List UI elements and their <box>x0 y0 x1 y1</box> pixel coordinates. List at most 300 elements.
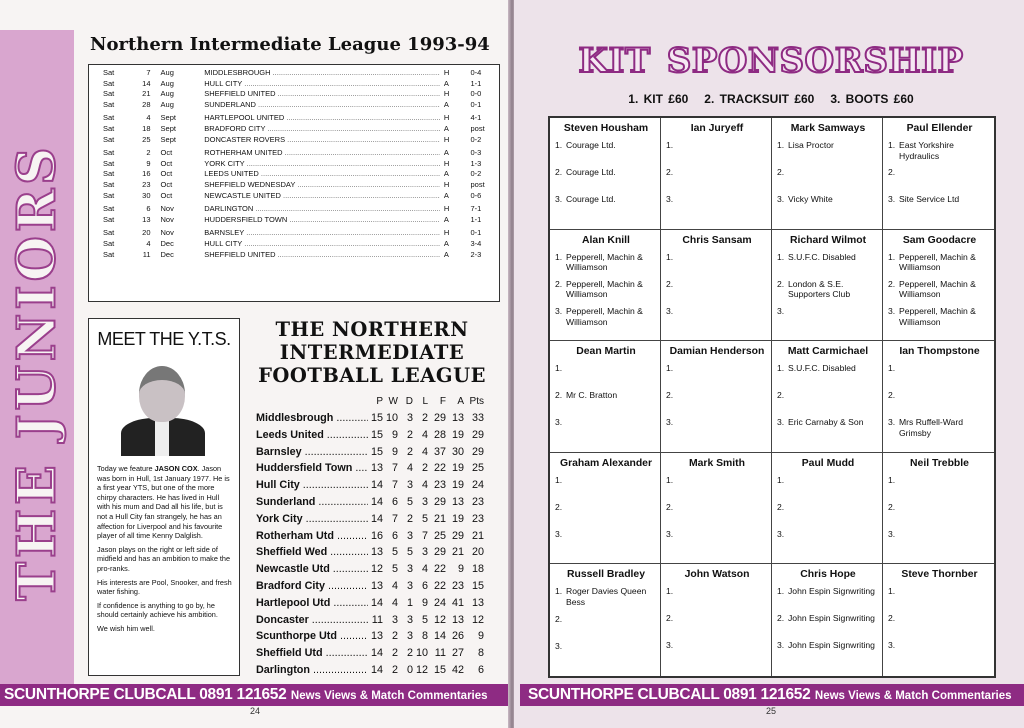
fixture-row <box>89 148 499 159</box>
stat-l: 5 <box>421 613 428 626</box>
player-cell <box>772 118 883 230</box>
fixture-day: Sat <box>103 113 115 123</box>
stat-p: 14 <box>370 495 383 508</box>
yts-paragraph: Jason plays on the right or left side of midfield and has an ambition to make the pro-ranks. <box>97 544 231 573</box>
stat-w: 6 <box>391 529 398 542</box>
sponsor-line <box>666 586 768 607</box>
table-row <box>256 410 496 427</box>
sponsor-name <box>677 194 768 215</box>
sponsor-line <box>777 306 879 327</box>
sponsor-name <box>677 475 768 496</box>
fixture-date: 16 <box>142 169 151 179</box>
sponsor-name: Site Service Ltd <box>899 194 960 205</box>
stat-w: 10 <box>385 412 398 424</box>
table-row <box>256 595 496 612</box>
stat-l: 9 <box>421 596 428 609</box>
player-cell <box>661 230 772 342</box>
sponsor-number: 1. <box>777 140 785 150</box>
stat-a: 42 <box>451 663 464 676</box>
stat-p: 13 <box>370 462 383 475</box>
sponsor-name <box>566 417 657 438</box>
stat-d: 0 <box>406 663 413 676</box>
sponsor-name: John Espin Signwriting <box>788 586 875 597</box>
column-header: P <box>376 396 383 407</box>
sponsor-line <box>888 279 991 300</box>
sponsor-name <box>899 586 991 607</box>
team-name: Scunthorpe Utd ..... <box>256 628 368 645</box>
stat-l: 7 <box>421 529 428 542</box>
sponsor-line <box>555 306 657 327</box>
fixture-venue: H <box>443 68 450 77</box>
stat-d: 3 <box>406 630 413 643</box>
stat-d: 4 <box>406 462 413 475</box>
sponsor-line <box>888 475 991 496</box>
column-header: A <box>457 396 464 407</box>
sponsor-name: London & S.E. Supporters Club <box>788 278 851 300</box>
sponsor-line <box>888 306 991 327</box>
table-row <box>256 494 496 511</box>
stat-p: 15 <box>370 412 383 424</box>
fixture-venue: A <box>443 99 449 109</box>
fixture-day: Sat <box>103 78 115 88</box>
fixture-month: Oct <box>160 190 173 200</box>
player-cell <box>661 564 772 676</box>
stat-l: 4 <box>421 563 428 576</box>
clubcall-banner: SCUNTHORPE CLUBCALL 0891 121652 News Views & Match Commentaries <box>0 684 508 706</box>
yts-title: MEET THE Y.T.S. <box>97 329 231 349</box>
stat-l: 4 <box>421 479 428 492</box>
sponsor-number: 1. <box>777 474 785 485</box>
team-name: Leeds United ..... <box>256 427 368 444</box>
fixture-day: Sat <box>103 238 115 248</box>
sponsor-name <box>899 167 991 188</box>
stat-p: 13 <box>370 630 383 643</box>
sponsor-line <box>888 613 991 634</box>
fixture-opponent: HULL CITY ..... <box>204 239 440 250</box>
fixture-day: Sat <box>103 169 115 179</box>
juniors-side-title: THE JUNIORS <box>6 143 68 601</box>
fixture-month: Nov <box>160 204 174 214</box>
sponsor-name: Eric Carnaby & Son <box>788 417 864 428</box>
stat-a: 29 <box>451 529 464 542</box>
sponsor-number: 1. <box>777 363 785 374</box>
sponsor-line <box>888 194 991 215</box>
fixture-opponent: HUDDERSFIELD TOWN ..... <box>204 215 440 226</box>
sponsor-number: 3. <box>888 194 896 205</box>
fixture-date: 20 <box>142 228 151 238</box>
sponsor-name <box>677 167 768 188</box>
stat-a: 9 <box>457 563 464 576</box>
player-name: Dean Martin <box>576 346 636 358</box>
team-name: Middlesbrough ..... <box>256 410 368 427</box>
sponsor-name <box>677 363 768 384</box>
sponsor-name <box>788 475 879 496</box>
fixture-result: 1-3 <box>470 158 482 168</box>
player-name: Ian Thompstone <box>899 346 980 358</box>
fixture-month: Oct <box>160 148 173 158</box>
stat-l: 4 <box>421 428 428 441</box>
sponsor-number: 3. <box>888 417 896 428</box>
stat-a: 19 <box>451 428 464 441</box>
sponsor-number: 1. <box>555 586 563 597</box>
sponsor-line <box>888 390 991 411</box>
fixture-month: Dec <box>160 249 174 259</box>
fixture-month: Oct <box>160 179 173 189</box>
sponsor-number: 2. <box>555 501 563 512</box>
sponsor-number: 1. <box>555 251 563 262</box>
sponsor-number: 1. <box>777 586 785 597</box>
sponsor-name: Lisa Proctor <box>788 140 834 150</box>
fixture-date: 25 <box>142 134 151 144</box>
sponsor-line <box>555 390 657 411</box>
sponsor-line <box>777 363 879 384</box>
clubcall-banner: SCUNTHORPE CLUBCALL 0891 121652 News Views & Match Commentaries <box>520 684 1024 706</box>
sponsor-number: 3. <box>777 528 785 539</box>
sponsor-line <box>555 614 657 635</box>
sponsor-line <box>666 475 768 496</box>
fixture-venue: H <box>443 134 450 144</box>
stat-p: 14 <box>370 663 383 676</box>
sponsor-line <box>777 586 879 607</box>
fixture-date: 2 <box>146 148 151 158</box>
sponsor-line <box>555 279 657 300</box>
fixture-row <box>89 250 499 261</box>
fixture-venue: H <box>443 158 450 168</box>
sponsor-line <box>777 252 879 273</box>
sponsor-number: 2. <box>555 167 563 177</box>
fixture-row <box>89 68 499 79</box>
stat-pts: 29 <box>471 428 484 441</box>
stat-d: 2 <box>406 445 413 458</box>
stat-w: 5 <box>391 546 398 559</box>
fixture-result: post <box>470 123 485 133</box>
sponsor-name <box>677 502 768 523</box>
sponsor-name: John Espin Signwriting <box>788 613 875 624</box>
stat-d: 3 <box>406 563 413 576</box>
stat-l: 8 <box>421 630 428 643</box>
stat-w: 2 <box>391 630 398 643</box>
sponsor-number: 1. <box>666 251 674 262</box>
player-cell <box>883 230 994 342</box>
column-header: W <box>388 396 398 407</box>
fixture-date: 30 <box>142 190 151 200</box>
sponsor-number: 2. <box>777 613 785 624</box>
stat-p: 15 <box>370 445 383 458</box>
sponsor-line <box>888 502 991 523</box>
player-name: Graham Alexander <box>559 457 652 469</box>
fixture-venue: A <box>443 190 449 200</box>
fixture-result: 0-0 <box>470 89 482 99</box>
fixture-venue: H <box>443 89 450 99</box>
sponsor-name: John Espin Signwriting <box>788 640 875 651</box>
table-row <box>256 511 496 528</box>
player-name: Paul Ellender <box>906 123 973 134</box>
sponsor-name: Pepperell, Machin & Williamson <box>899 251 976 273</box>
fixture-group <box>89 68 499 110</box>
sponsor-name: Courage Ltd. <box>566 140 616 150</box>
sponsor-number: 3. <box>555 417 563 428</box>
player-cell <box>550 341 661 453</box>
sponsor-number: 3. <box>888 305 896 316</box>
sponsor-number: 2. <box>555 613 563 624</box>
stat-a: 19 <box>451 479 464 492</box>
fixture-opponent: YORK CITY ..... <box>204 159 440 170</box>
stat-w: 7 <box>391 479 398 492</box>
league-table <box>256 396 496 679</box>
sponsor-line <box>555 194 657 215</box>
fixture-date: 23 <box>142 179 151 189</box>
team-name: York City ..... <box>256 511 368 528</box>
sponsor-name: Vicky White <box>788 194 833 204</box>
fixture-venue: A <box>443 148 449 158</box>
fixture-result: 2-3 <box>470 249 482 259</box>
sponsor-name <box>566 475 657 496</box>
fixture-month: Aug <box>160 99 174 109</box>
fixture-day: Sat <box>103 249 115 259</box>
stat-d: 3 <box>406 579 413 592</box>
sponsor-name <box>788 502 879 523</box>
fixture-row <box>89 180 499 191</box>
fixture-date: 13 <box>142 214 151 224</box>
sponsor-number: 3. <box>777 640 785 651</box>
sponsor-number: 2. <box>666 501 674 512</box>
fixture-result: 0-1 <box>470 99 482 109</box>
fixture-day: Sat <box>103 204 115 214</box>
sponsor-name: Roger Davies Queen Bess <box>566 586 647 607</box>
stat-a: 13 <box>451 495 464 508</box>
sponsor-number: 2. <box>777 167 785 177</box>
sponsor-line <box>777 640 879 661</box>
sponsor-line <box>888 417 991 438</box>
sponsor-line <box>888 252 991 273</box>
stat-w: 3 <box>391 613 398 626</box>
player-name: Paul Mudd <box>801 457 855 469</box>
sponsor-name: Mrs Ruffell-Ward Grimsby <box>899 417 963 438</box>
meet-the-yts-box <box>88 318 240 676</box>
sponsor-line <box>666 194 768 215</box>
fixture-day: Sat <box>103 99 115 109</box>
sponsor-name <box>677 613 768 634</box>
player-name: Mark Smith <box>688 457 745 469</box>
stat-f: 22 <box>433 563 446 576</box>
stat-p: 14 <box>370 479 383 492</box>
sponsor-number: 1. <box>888 586 896 597</box>
sponsor-number: 2. <box>666 167 674 177</box>
player-cell <box>772 341 883 453</box>
kit-sponsor-grid <box>548 116 996 678</box>
sponsor-number: 3. <box>555 305 563 316</box>
stat-f: 25 <box>433 529 446 542</box>
sponsor-number: 3. <box>777 417 785 428</box>
stat-d: 3 <box>406 529 413 542</box>
sponsor-number: 2. <box>666 613 674 624</box>
player-cell <box>661 453 772 565</box>
team-name: Hartlepool Utd ..... <box>256 595 368 612</box>
stat-l: 3 <box>421 495 428 508</box>
player-name: Steven Housham <box>563 123 649 134</box>
sponsor-line <box>888 140 991 161</box>
stat-f: 37 <box>433 445 446 458</box>
sponsor-name <box>677 306 768 327</box>
sponsor-number: 3. <box>555 640 563 651</box>
stat-d: 2 <box>406 647 413 660</box>
stat-w: 2 <box>391 663 398 676</box>
stat-f: 22 <box>433 462 446 475</box>
player-cell <box>550 230 661 342</box>
sponsor-number: 2. <box>777 278 785 289</box>
sponsor-name <box>566 614 657 635</box>
sponsor-number: 2. <box>888 390 896 401</box>
player-cell <box>883 564 994 676</box>
fixture-opponent: ROTHERHAM UNITED ..... <box>204 148 440 159</box>
fixture-venue: A <box>443 123 449 133</box>
fixture-month: Nov <box>160 214 174 224</box>
sponsor-name <box>677 640 768 661</box>
sponsor-name <box>677 417 768 438</box>
fixture-opponent: SHEFFIELD WEDNESDAY ..... <box>204 180 440 191</box>
stat-f: 29 <box>433 495 446 508</box>
stat-p: 15 <box>370 428 383 441</box>
stat-w: 7 <box>391 512 398 525</box>
fixture-result: 4-1 <box>470 113 482 123</box>
fixture-day: Sat <box>103 123 115 133</box>
sponsor-number: 3. <box>666 528 674 539</box>
stat-f: 29 <box>433 546 446 559</box>
team-name: Huddersfield Town ..... <box>256 460 368 477</box>
sponsor-line <box>777 279 879 300</box>
sponsor-number: 2. <box>777 501 785 512</box>
fixture-result: 0-3 <box>470 148 482 158</box>
stat-f: 29 <box>433 412 446 424</box>
sponsor-number: 1. <box>666 140 674 150</box>
player-name: Mark Samways <box>790 123 866 134</box>
table-row <box>256 561 496 578</box>
stat-pts: 18 <box>471 563 484 576</box>
stat-a: 13 <box>451 412 464 424</box>
sponsor-name: Pepperell, Machin & Williamson <box>566 251 643 273</box>
sponsor-line <box>555 475 657 496</box>
table-row <box>256 645 496 662</box>
player-name: Steve Thornber <box>901 569 978 581</box>
team-name: Newcastle Utd ..... <box>256 561 368 578</box>
stat-d: 5 <box>406 546 413 559</box>
fixture-opponent: NEWCASTLE UNITED ..... <box>204 191 440 202</box>
fixture-venue: H <box>443 228 450 238</box>
sponsor-name: Pepperell, Machin & Williamson <box>899 305 976 327</box>
player-name: Ian Juryeff <box>690 123 744 134</box>
stat-a: 21 <box>451 546 464 559</box>
sponsor-number: 2. <box>777 390 785 401</box>
sponsor-number: 1. <box>555 140 563 150</box>
column-header: L <box>422 396 428 407</box>
sponsor-name <box>899 640 991 661</box>
stat-f: 24 <box>433 596 446 609</box>
player-name: Matt Carmichael <box>787 346 869 358</box>
fixture-group <box>89 148 499 201</box>
sponsor-number: 2. <box>666 278 674 289</box>
stat-pts: 15 <box>471 579 484 592</box>
sponsor-name <box>677 390 768 411</box>
fixture-opponent: MIDDLESBROUGH ..... <box>204 68 440 79</box>
table-row <box>256 544 496 561</box>
page-number: 25 <box>766 706 777 716</box>
stat-a: 27 <box>451 647 464 660</box>
sponsor-name <box>899 475 991 496</box>
stat-l: 10 <box>415 647 428 660</box>
stat-a: 13 <box>451 613 464 626</box>
fixture-opponent: DARLINGTON ..... <box>204 204 440 215</box>
fixture-row <box>89 159 499 170</box>
page-number: 24 <box>250 706 261 716</box>
fixture-opponent: BARNSLEY ..... <box>204 228 440 239</box>
sponsor-number: 3. <box>888 640 896 651</box>
stat-pts: 12 <box>471 613 484 626</box>
stat-l: 12 <box>415 663 428 676</box>
fixture-opponent: HULL CITY ..... <box>204 79 440 90</box>
sponsor-line <box>777 194 879 215</box>
fixture-venue: A <box>443 169 449 179</box>
fixture-group <box>89 204 499 225</box>
sponsor-number: 3. <box>555 528 563 539</box>
fixture-day: Sat <box>103 158 115 168</box>
stat-l: 4 <box>421 445 428 458</box>
table-row <box>256 578 496 595</box>
player-name: Russell Bradley <box>567 569 645 581</box>
sponsor-number: 3. <box>777 305 785 316</box>
sponsor-line <box>555 252 657 273</box>
stat-w: 4 <box>391 579 398 592</box>
sponsor-line <box>666 417 768 438</box>
stat-pts: 20 <box>471 546 484 559</box>
team-name: Hull City ..... <box>256 477 368 494</box>
stat-f: 23 <box>433 479 446 492</box>
fixture-day: Sat <box>103 179 115 189</box>
stat-l: 2 <box>421 462 428 475</box>
sponsor-number: 1. <box>777 251 785 262</box>
fixture-day: Sat <box>103 148 115 158</box>
stat-f: 22 <box>433 579 446 592</box>
sponsor-number: 1. <box>888 251 896 262</box>
stat-pts: 9 <box>477 630 484 643</box>
sponsor-number: 3. <box>666 305 674 316</box>
fixtures-box <box>88 64 500 302</box>
sponsor-line <box>666 306 768 327</box>
fixture-date: 7 <box>146 68 151 77</box>
sponsor-line <box>777 502 879 523</box>
team-name: Rotherham Utd ..... <box>256 528 368 545</box>
player-cell <box>883 453 994 565</box>
fixture-row <box>89 79 499 90</box>
fixture-result: 0-6 <box>470 190 482 200</box>
fixture-row <box>89 239 499 250</box>
stat-pts: 29 <box>471 445 484 458</box>
fixture-opponent: SUNDERLAND ..... <box>204 100 440 111</box>
stat-p: 14 <box>370 647 383 660</box>
fixture-opponent: SHEFFIELD UNITED ..... <box>204 250 440 261</box>
team-name: Barnsley ..... <box>256 444 368 461</box>
player-cell <box>661 341 772 453</box>
fixture-result: 0-1 <box>470 228 482 238</box>
sponsor-number: 1. <box>666 363 674 374</box>
fixture-day: Sat <box>103 89 115 99</box>
stat-a: 30 <box>451 445 464 458</box>
sponsor-number: 3. <box>666 417 674 428</box>
stat-d: 1 <box>406 596 413 609</box>
sponsor-line <box>555 417 657 438</box>
stat-pts: 24 <box>471 479 484 492</box>
column-header: D <box>405 396 413 407</box>
sponsor-name: Mr C. Bratton <box>566 390 618 401</box>
